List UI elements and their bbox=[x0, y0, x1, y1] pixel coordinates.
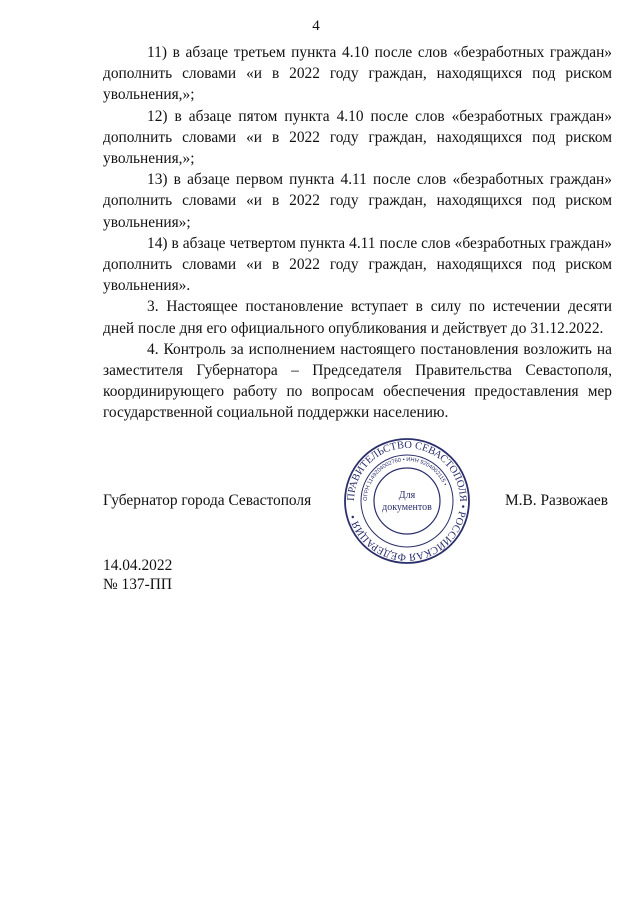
paragraph-control: 4. Контроль за исполнением настоящего постановления возложить на заместителя Губернатора – Председателя Правительства Севастополя, координирующего работу по вопросам обеспечения предоставления мер государственной социальной поддержки населению. bbox=[103, 340, 612, 422]
seal-center-line2: документов bbox=[382, 502, 432, 513]
document-body bbox=[103, 42, 612, 424]
page-number: 4 bbox=[312, 18, 320, 34]
official-seal bbox=[342, 436, 472, 566]
paragraph-item-12: 12) в абзаце пятом пункта 4.10 после слов «безработных граждан» дополнить словами «и в 2022 году граждан, находящихся под риском увольнения,»; bbox=[103, 107, 612, 168]
signatory-name: М.В. Развожаев bbox=[505, 492, 608, 509]
signatory-position: Губернатор города Севастополя bbox=[103, 492, 312, 509]
document-meta bbox=[103, 556, 172, 594]
seal-middle-ring bbox=[361, 455, 453, 547]
document-date: 14.04.2022 bbox=[103, 557, 173, 574]
document-number: № 137-ПП bbox=[103, 576, 172, 593]
paragraph-item-13: 13) в абзаце первом пункта 4.11 после слов «безработных граждан» дополнить словами «и в 2022 году граждан, находящихся под риском увольнения»; bbox=[103, 171, 612, 231]
paragraph-effective-date: 3. Настоящее постановление вступает в силу по истечении десяти дней после дня его официального опубликования и действует до 31.12.2022. bbox=[103, 298, 612, 337]
paragraph-item-14: 14) в абзаце четвертом пункта 4.11 после слов «безработных граждан» дополнить словами «и в 2022 году граждан, находящихся под риском увольнения». bbox=[103, 234, 612, 295]
seal-inner-ring bbox=[374, 468, 440, 534]
seal-center-line1: Для bbox=[398, 490, 416, 501]
seal-outer-text: ПРАВИТЕЛЬСТВО СЕВАСТОПОЛЯ • РОССИЙСКАЯ ФЕДЕРАЦИЯ • bbox=[345, 439, 469, 563]
seal-inner-text: ОГРН 1149204002760 • ИНН 9204002115 • bbox=[362, 456, 448, 502]
paragraph-item-11: 11) в абзаце третьем пункта 4.10 после слов «безработных граждан» дополнить словами «и в 2022 году граждан, находящихся под риском увольнения,»; bbox=[103, 44, 612, 104]
